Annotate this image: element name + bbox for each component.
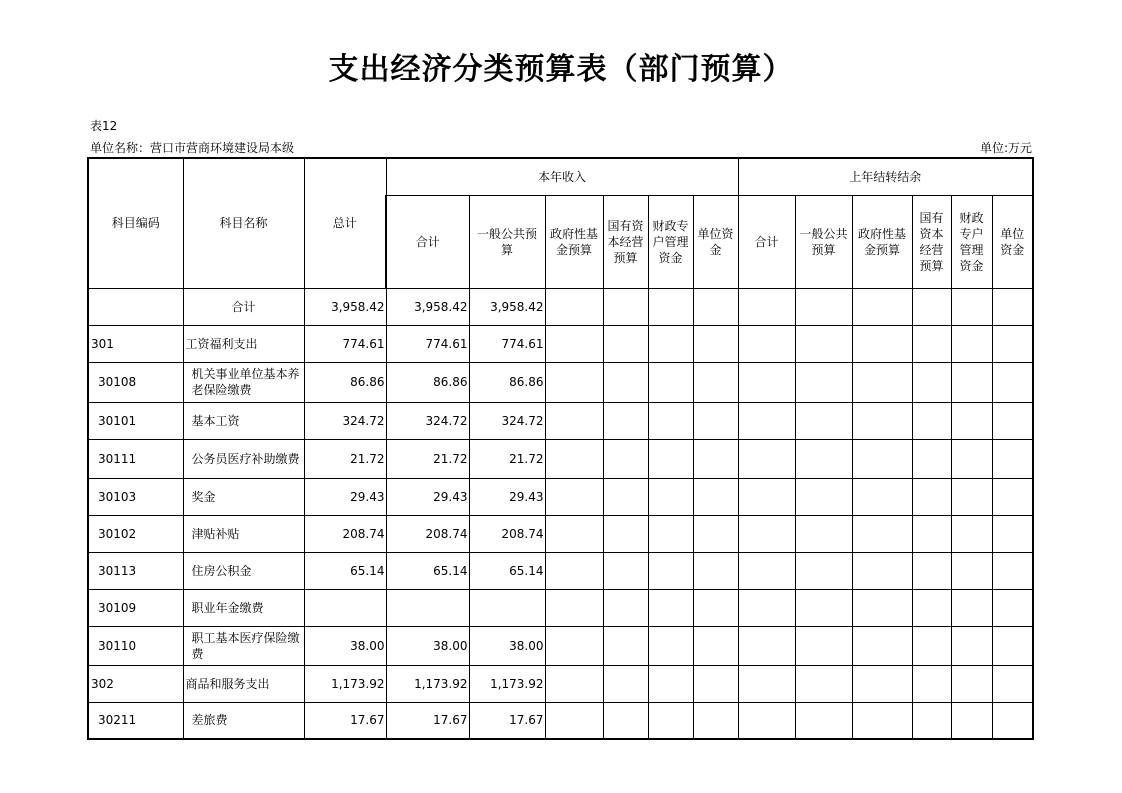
table-row: [88, 552, 1033, 589]
row-cur-general: 38.00: [469, 626, 545, 665]
budget-table: [87, 157, 1034, 740]
row-cur-general: 774.61: [469, 325, 545, 362]
row-total: 38.00: [304, 626, 386, 665]
row-cur-general: 21.72: [469, 439, 545, 478]
row-cur-total: 774.61: [386, 325, 469, 362]
row-cur-general: 3,958.42: [469, 288, 545, 325]
row-total: 86.86: [304, 362, 386, 402]
row-cur-total: 38.00: [386, 626, 469, 665]
table-number: 表12: [90, 119, 118, 133]
row-name: 商品和服务支出: [183, 665, 304, 702]
row-total: 1,173.92: [304, 665, 386, 702]
table-row: [88, 325, 1033, 362]
unit-label: 单位:万元: [979, 141, 1032, 155]
header-prior-unit-funds: 单位资金: [992, 195, 1033, 288]
header-cur-general: 一般公共预算: [469, 195, 545, 288]
row-cur-total: 324.72: [386, 402, 469, 439]
row-cur-total: 29.43: [386, 478, 469, 515]
header-prior-fund: 政府性基金预算: [852, 195, 912, 288]
header-total: 总计: [304, 158, 386, 288]
table-row: [88, 589, 1033, 626]
row-name: 津贴补贴: [183, 515, 304, 552]
row-code: 30109: [88, 589, 183, 626]
row-cur-general: 324.72: [469, 402, 545, 439]
unit-name: 单位名称：营口市营商环境建设局本级: [90, 141, 295, 155]
row-name: 机关事业单位基本养老保险缴费: [183, 362, 304, 402]
row-code: 30108: [88, 362, 183, 402]
row-code: [88, 288, 183, 325]
row-code: 30111: [88, 439, 183, 478]
row-name: 差旅费: [183, 702, 304, 739]
row-cur-general: 208.74: [469, 515, 545, 552]
row-code: 30110: [88, 626, 183, 665]
table-row: [88, 362, 1033, 402]
header-cur-fund: 政府性基金预算: [545, 195, 603, 288]
header-cur-special-account: 财政专户管理资金: [648, 195, 693, 288]
row-cur-total: 3,958.42: [386, 288, 469, 325]
header-current-year: 本年收入: [386, 158, 738, 195]
row-total: 21.72: [304, 439, 386, 478]
row-cur-general: [469, 589, 545, 626]
table-row: [88, 702, 1033, 739]
row-name: 合计: [183, 288, 304, 325]
table-row: [88, 626, 1033, 665]
row-name: 奖金: [183, 478, 304, 515]
row-name: 住房公积金: [183, 552, 304, 589]
row-total: 29.43: [304, 478, 386, 515]
header-cur-unit-funds: 单位资金: [693, 195, 738, 288]
row-name: 公务员医疗补助缴费: [183, 439, 304, 478]
header-prior-general: 一般公共预算: [795, 195, 852, 288]
row-total: 208.74: [304, 515, 386, 552]
row-code: 30103: [88, 478, 183, 515]
row-total: [304, 589, 386, 626]
row-total: 774.61: [304, 325, 386, 362]
header-prior-special-account: 财政专户管理资金: [951, 195, 992, 288]
header-prior-year: 上年结转结余: [738, 158, 1033, 195]
header-cur-state-capital: 国有资本经营预算: [603, 195, 648, 288]
row-total: 3,958.42: [304, 288, 386, 325]
header-cur-total: 合计: [386, 195, 469, 288]
row-cur-total: 1,173.92: [386, 665, 469, 702]
row-cur-total: 86.86: [386, 362, 469, 402]
row-name: 职业年金缴费: [183, 589, 304, 626]
header-prior-state-capital: 国有资本经营预算: [912, 195, 951, 288]
table-row: [88, 439, 1033, 478]
table-row: [88, 288, 1033, 325]
row-cur-total: 65.14: [386, 552, 469, 589]
row-name: 工资福利支出: [183, 325, 304, 362]
row-total: 65.14: [304, 552, 386, 589]
row-cur-total: [386, 589, 469, 626]
row-cur-general: 1,173.92: [469, 665, 545, 702]
row-code: 30211: [88, 702, 183, 739]
row-cur-total: 17.67: [386, 702, 469, 739]
table-row: [88, 402, 1033, 439]
row-name: 职工基本医疗保险缴费: [183, 626, 304, 665]
row-cur-general: 65.14: [469, 552, 545, 589]
page-title: 支出经济分类预算表（部门预算）: [328, 52, 794, 87]
row-code: 30113: [88, 552, 183, 589]
row-code: 302: [88, 665, 183, 702]
row-cur-total: 208.74: [386, 515, 469, 552]
row-cur-general: 17.67: [469, 702, 545, 739]
row-code: 30102: [88, 515, 183, 552]
header-name: 科目名称: [183, 158, 304, 288]
row-total: 324.72: [304, 402, 386, 439]
header-code: 科目编码: [88, 158, 183, 288]
row-cur-general: 86.86: [469, 362, 545, 402]
table-row: [88, 478, 1033, 515]
header-prior-total: 合计: [738, 195, 795, 288]
row-cur-total: 21.72: [386, 439, 469, 478]
row-cur-general: 29.43: [469, 478, 545, 515]
row-name: 基本工资: [183, 402, 304, 439]
row-code: 30101: [88, 402, 183, 439]
row-total: 17.67: [304, 702, 386, 739]
table-row: [88, 515, 1033, 552]
row-code: 301: [88, 325, 183, 362]
table-row: [88, 665, 1033, 702]
